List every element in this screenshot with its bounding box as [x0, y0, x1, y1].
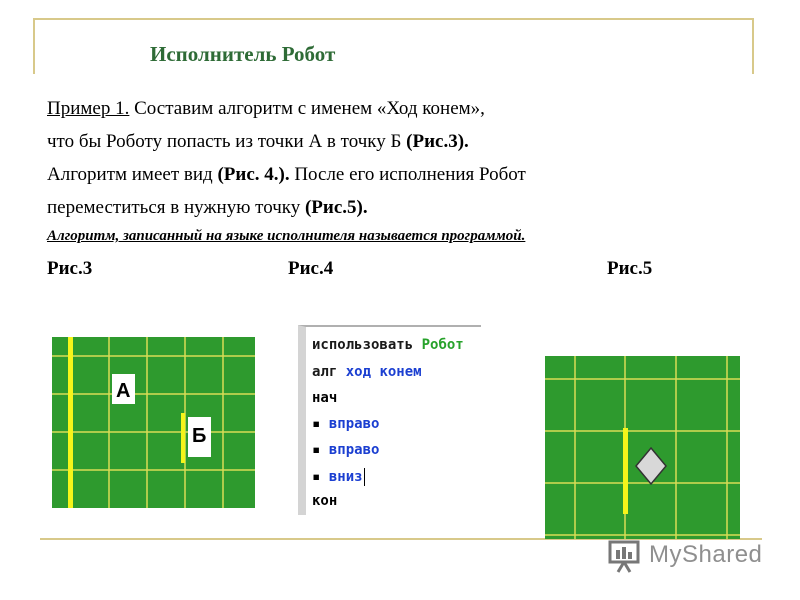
algorithm-name: ход конем — [345, 364, 422, 380]
text-line-4 — [47, 197, 368, 219]
line1-text: Составим алгоритм с именем «Ход конем», — [129, 98, 485, 119]
bullet-icon: ▪ — [312, 469, 321, 485]
line3-text-a: Алгоритм имеет вид — [47, 164, 218, 185]
slide-title: Исполнитель Робот — [150, 42, 336, 66]
wall-short — [181, 413, 185, 463]
code-line-command — [312, 416, 379, 432]
frame-right-line — [752, 18, 754, 74]
line3-ref: (Рис. 4.). — [217, 164, 290, 185]
code-line-end: кон — [312, 493, 338, 509]
point-a-label: А — [116, 380, 131, 402]
bullet-icon: ▪ — [312, 442, 321, 458]
point-b-label: Б — [192, 425, 207, 447]
wall-vertical — [623, 428, 628, 514]
code-line-use — [312, 337, 464, 353]
code-line-alg — [312, 364, 422, 380]
command-right-2: вправо — [328, 442, 380, 458]
frame-left-line — [33, 18, 35, 74]
command-right-1: вправо — [328, 416, 380, 432]
line4-ref: (Рис.5). — [304, 197, 368, 218]
frame-top-line — [33, 18, 753, 20]
line2-ref: (Рис.3). — [406, 131, 469, 152]
bullet-icon: ▪ — [312, 416, 321, 432]
caption-fig3: Рис.3 — [47, 258, 93, 279]
myshared-logo — [607, 538, 767, 576]
command-down: вниз — [328, 469, 363, 485]
text-line-2 — [47, 131, 469, 153]
code-line-command — [312, 442, 379, 458]
wall-left — [68, 337, 73, 508]
keyword-alg: алг — [312, 364, 338, 380]
executor-name: Робот — [421, 337, 464, 353]
figure5-robot-field — [545, 356, 740, 539]
text-cursor — [364, 468, 365, 486]
line3-text-b: После его исполнения Робот — [289, 164, 526, 185]
caption-fig4: Рис.4 — [288, 258, 334, 279]
field-background — [52, 337, 255, 508]
presentation-screen-icon — [607, 538, 645, 574]
keyword-use: использовать — [312, 337, 414, 353]
caption-fig5: Рис.5 — [607, 258, 653, 279]
text-line-1 — [47, 98, 485, 120]
example-label: Пример 1. — [47, 98, 130, 119]
code-line-begin: нач — [312, 390, 338, 406]
logo-text: MyShared — [649, 541, 763, 568]
line2-text: что бы Роботу попасть из точки А в точку Б — [47, 131, 407, 152]
figure4-algorithm-code — [298, 325, 481, 515]
text-line-3 — [47, 164, 526, 186]
text-line-5: Алгоритм, записанный на языке исполнителя называется программой. — [47, 228, 526, 244]
line4-text: переместиться в нужную точку — [47, 197, 305, 218]
figure3-robot-field — [52, 337, 255, 508]
code-line-command — [312, 468, 365, 486]
